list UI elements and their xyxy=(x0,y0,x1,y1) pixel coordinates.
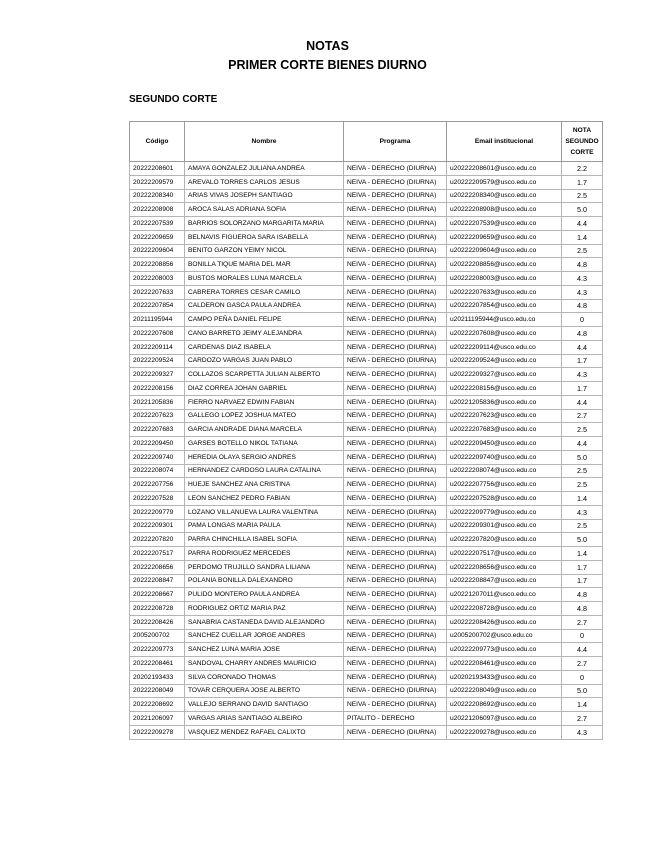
header-codigo: Código xyxy=(130,122,185,162)
table-row xyxy=(130,368,603,382)
cell-email: u20222209114@usco.edu.co xyxy=(447,340,562,354)
cell-codigo: 20222209114 xyxy=(130,340,185,354)
table-row xyxy=(130,409,603,423)
cell-email: u20222209327@usco.edu.co xyxy=(447,368,562,382)
cell-nota: 1.7 xyxy=(562,560,603,574)
cell-nota: 2.5 xyxy=(562,189,603,203)
cell-nombre: TOVAR CERQUERA JOSE ALBERTO xyxy=(185,684,344,698)
table-row xyxy=(130,423,603,437)
cell-email: u20222209278@usco.edu.co xyxy=(447,725,562,739)
table-row xyxy=(130,327,603,341)
cell-nota: 1.4 xyxy=(562,547,603,561)
cell-nota: 4.4 xyxy=(562,395,603,409)
table-row xyxy=(130,492,603,506)
cell-nota: 1.7 xyxy=(562,354,603,368)
cell-programa: NEIVA - DERECHO (DIURNA) xyxy=(344,492,447,506)
cell-codigo: 20222209773 xyxy=(130,643,185,657)
cell-email: u2005200702@usco.edu.co xyxy=(447,629,562,643)
cell-nota: 1.4 xyxy=(562,492,603,506)
cell-codigo: 20211195944 xyxy=(130,313,185,327)
cell-email: u20222209604@usco.edu.co xyxy=(447,244,562,258)
cell-email: u20222208340@usco.edu.co xyxy=(447,189,562,203)
cell-nota: 2.5 xyxy=(562,478,603,492)
cell-nota: 2.7 xyxy=(562,712,603,726)
cell-codigo: 20222207539 xyxy=(130,217,185,231)
table-row xyxy=(130,175,603,189)
cell-programa: NEIVA - DERECHO (DIURNA) xyxy=(344,382,447,396)
table-row xyxy=(130,313,603,327)
cell-email: u20222208074@usco.edu.co xyxy=(447,464,562,478)
table-row xyxy=(130,203,603,217)
cell-email: u20222207633@usco.edu.co xyxy=(447,285,562,299)
table-row xyxy=(130,395,603,409)
cell-programa: NEIVA - DERECHO (DIURNA) xyxy=(344,230,447,244)
table-row xyxy=(130,464,603,478)
table-row xyxy=(130,547,603,561)
cell-email: u20222208847@usco.edu.co xyxy=(447,574,562,588)
header-programa: Programa xyxy=(344,122,447,162)
cell-programa: NEIVA - DERECHO (DIURNA) xyxy=(344,725,447,739)
table-row xyxy=(130,560,603,574)
cell-programa: NEIVA - DERECHO (DIURNA) xyxy=(344,478,447,492)
cell-nota: 2.2 xyxy=(562,162,603,176)
section-heading: SEGUNDO CORTE xyxy=(129,94,218,105)
cell-nota: 0 xyxy=(562,313,603,327)
table-header-row xyxy=(130,122,603,162)
cell-email: u20222209301@usco.edu.co xyxy=(447,519,562,533)
cell-codigo: 20222208856 xyxy=(130,258,185,272)
header-nombre: Nombre xyxy=(185,122,344,162)
table-row xyxy=(130,450,603,464)
cell-nombre: AROCA SALAS ADRIANA SOFIA xyxy=(185,203,344,217)
cell-nombre: VASQUEZ MENDEZ RAFAEL CALIXTO xyxy=(185,725,344,739)
table-row xyxy=(130,643,603,657)
cell-nota: 1.4 xyxy=(562,698,603,712)
table-row xyxy=(130,629,603,643)
table-row xyxy=(130,684,603,698)
cell-nombre: BUSTOS MORALES LUNA MARCELA xyxy=(185,272,344,286)
cell-programa: NEIVA - DERECHO (DIURNA) xyxy=(344,560,447,574)
cell-nota: 1.7 xyxy=(562,574,603,588)
cell-email: u20222207820@usco.edu.co xyxy=(447,533,562,547)
table-row xyxy=(130,272,603,286)
cell-programa: NEIVA - DERECHO (DIURNA) xyxy=(344,285,447,299)
cell-email: u20222208728@usco.edu.co xyxy=(447,602,562,616)
cell-nombre: ARIAS VIVAS JOSEPH SANTIAGO xyxy=(185,189,344,203)
cell-nombre: HERNANDEZ CARDOSO LAURA CATALINA xyxy=(185,464,344,478)
cell-nota: 5.0 xyxy=(562,203,603,217)
cell-programa: NEIVA - DERECHO (DIURNA) xyxy=(344,684,447,698)
cell-nombre: GARCIA ANDRADE DIANA MARCELA xyxy=(185,423,344,437)
cell-nombre: HUEJE SANCHEZ ANA CRISTINA xyxy=(185,478,344,492)
cell-codigo: 20222208003 xyxy=(130,272,185,286)
cell-codigo: 20222207517 xyxy=(130,547,185,561)
table-row xyxy=(130,437,603,451)
cell-nota: 4.3 xyxy=(562,368,603,382)
cell-email: u20222207528@usco.edu.co xyxy=(447,492,562,506)
cell-nombre: FIERRO NARVAEZ EDWIN FABIAN xyxy=(185,395,344,409)
cell-nombre: PARRA CHINCHILLA ISABEL SOFIA xyxy=(185,533,344,547)
cell-programa: NEIVA - DERECHO (DIURNA) xyxy=(344,162,447,176)
cell-email: u20222207539@usco.edu.co xyxy=(447,217,562,231)
cell-nota: 4.8 xyxy=(562,327,603,341)
cell-programa: NEIVA - DERECHO (DIURNA) xyxy=(344,574,447,588)
cell-email: u20221205836@usco.edu.co xyxy=(447,395,562,409)
cell-codigo: 20222207854 xyxy=(130,299,185,313)
cell-programa: NEIVA - DERECHO (DIURNA) xyxy=(344,244,447,258)
cell-programa: NEIVA - DERECHO (DIURNA) xyxy=(344,272,447,286)
cell-programa: NEIVA - DERECHO (DIURNA) xyxy=(344,505,447,519)
cell-nota: 4.4 xyxy=(562,340,603,354)
cell-codigo: 20222208074 xyxy=(130,464,185,478)
table-row xyxy=(130,382,603,396)
cell-programa: NEIVA - DERECHO (DIURNA) xyxy=(344,354,447,368)
cell-email: u20222209579@usco.edu.co xyxy=(447,175,562,189)
cell-nombre: LOZANO VILLANUEVA LAURA VALENTINA xyxy=(185,505,344,519)
cell-nota: 1.4 xyxy=(562,230,603,244)
cell-codigo: 20222209524 xyxy=(130,354,185,368)
cell-email: u20222209659@usco.edu.co xyxy=(447,230,562,244)
table-row xyxy=(130,588,603,602)
cell-nombre: DIAZ CORREA JOHAN GABRIEL xyxy=(185,382,344,396)
cell-nombre: SANDOVAL CHARRY ANDRES MAURICIO xyxy=(185,657,344,671)
cell-nota: 4.3 xyxy=(562,505,603,519)
cell-programa: NEIVA - DERECHO (DIURNA) xyxy=(344,368,447,382)
table-row xyxy=(130,189,603,203)
cell-codigo: 20222208667 xyxy=(130,588,185,602)
table-row xyxy=(130,519,603,533)
cell-email: u20222207756@usco.edu.co xyxy=(447,478,562,492)
cell-nota: 5.0 xyxy=(562,684,603,698)
cell-codigo: 20222208908 xyxy=(130,203,185,217)
cell-codigo: 20222209301 xyxy=(130,519,185,533)
cell-email: u20222208656@usco.edu.co xyxy=(447,560,562,574)
cell-codigo: 20222209450 xyxy=(130,437,185,451)
cell-nombre: VALLEJO SERRANO DAVID SANTIAGO xyxy=(185,698,344,712)
table-row xyxy=(130,258,603,272)
cell-nombre: PARRA RODRIGUEZ MERCEDES xyxy=(185,547,344,561)
cell-programa: NEIVA - DERECHO (DIURNA) xyxy=(344,395,447,409)
cell-nombre: LEON SANCHEZ PEDRO FABIAN xyxy=(185,492,344,506)
cell-codigo: 20222209779 xyxy=(130,505,185,519)
cell-codigo: 20222208847 xyxy=(130,574,185,588)
cell-nota: 2.5 xyxy=(562,519,603,533)
cell-nombre: SANCHEZ LUNA MARIA JOSE xyxy=(185,643,344,657)
cell-programa: NEIVA - DERECHO (DIURNA) xyxy=(344,629,447,643)
cell-nota: 1.7 xyxy=(562,382,603,396)
cell-nombre: POLANIA BONILLA DALEXANDRO xyxy=(185,574,344,588)
cell-email: u20221206097@usco.edu.co xyxy=(447,712,562,726)
table-row xyxy=(130,712,603,726)
table-row xyxy=(130,725,603,739)
cell-codigo: 20222207528 xyxy=(130,492,185,506)
cell-email: u20222208426@usco.edu.co xyxy=(447,615,562,629)
table-row xyxy=(130,505,603,519)
cell-nombre: CABRERA TORRES CESAR CAMILO xyxy=(185,285,344,299)
cell-email: u20221207011@usco.edu.co xyxy=(447,588,562,602)
cell-email: u20222207854@usco.edu.co xyxy=(447,299,562,313)
table-row xyxy=(130,670,603,684)
cell-codigo: 20222209278 xyxy=(130,725,185,739)
cell-email: u20222209779@usco.edu.co xyxy=(447,505,562,519)
cell-nombre: CARDENAS DIAZ ISABELA xyxy=(185,340,344,354)
cell-nombre: AMAYA GONZALEZ JULIANA ANDREA xyxy=(185,162,344,176)
cell-nota: 2.5 xyxy=(562,244,603,258)
cell-nota: 2.7 xyxy=(562,409,603,423)
table-row xyxy=(130,533,603,547)
cell-programa: NEIVA - DERECHO (DIURNA) xyxy=(344,450,447,464)
cell-email: u20222207683@usco.edu.co xyxy=(447,423,562,437)
cell-programa: NEIVA - DERECHO (DIURNA) xyxy=(344,615,447,629)
cell-codigo: 2005200702 xyxy=(130,629,185,643)
cell-email: u20222209740@usco.edu.co xyxy=(447,450,562,464)
cell-nota: 2.5 xyxy=(562,464,603,478)
cell-email: u20222208908@usco.edu.co xyxy=(447,203,562,217)
cell-nota: 4.8 xyxy=(562,299,603,313)
cell-nombre: HEREDIA OLAYA SERGIO ANDRES xyxy=(185,450,344,464)
cell-codigo: 20222207756 xyxy=(130,478,185,492)
cell-nota: 4.8 xyxy=(562,602,603,616)
cell-programa: NEIVA - DERECHO (DIURNA) xyxy=(344,547,447,561)
table-row xyxy=(130,698,603,712)
cell-nombre: BONILLA TIQUE MARIA DEL MAR xyxy=(185,258,344,272)
cell-nombre: SANABRIA CASTANEDA DAVID ALEJANDRO xyxy=(185,615,344,629)
cell-nota: 4.3 xyxy=(562,725,603,739)
cell-codigo: 20222208426 xyxy=(130,615,185,629)
table-row xyxy=(130,615,603,629)
cell-programa: NEIVA - DERECHO (DIURNA) xyxy=(344,409,447,423)
table-row xyxy=(130,230,603,244)
cell-programa: NEIVA - DERECHO (DIURNA) xyxy=(344,175,447,189)
cell-nota: 4.8 xyxy=(562,258,603,272)
table-row xyxy=(130,340,603,354)
table-row xyxy=(130,285,603,299)
cell-programa: NEIVA - DERECHO (DIURNA) xyxy=(344,203,447,217)
table-row xyxy=(130,602,603,616)
cell-nombre: AREVALO TORRES CARLOS JESUS xyxy=(185,175,344,189)
cell-nombre: SILVA CORONADO THOMAS xyxy=(185,670,344,684)
cell-nombre: CANO BARRETO JEIMY ALEJANDRA xyxy=(185,327,344,341)
cell-email: u20222207608@usco.edu.co xyxy=(447,327,562,341)
cell-nota: 4.4 xyxy=(562,217,603,231)
cell-email: u20222208049@usco.edu.co xyxy=(447,684,562,698)
cell-email: u20222208461@usco.edu.co xyxy=(447,657,562,671)
cell-nombre: BENITO GARZON YEIMY NICOL xyxy=(185,244,344,258)
cell-codigo: 20222207633 xyxy=(130,285,185,299)
cell-nota: 2.7 xyxy=(562,615,603,629)
cell-codigo: 20222207623 xyxy=(130,409,185,423)
cell-nombre: SANCHEZ CUELLAR JORGE ANDRES xyxy=(185,629,344,643)
cell-codigo: 20222208692 xyxy=(130,698,185,712)
cell-programa: NEIVA - DERECHO (DIURNA) xyxy=(344,423,447,437)
cell-codigo: 20222208728 xyxy=(130,602,185,616)
cell-codigo: 20222209604 xyxy=(130,244,185,258)
table-row xyxy=(130,354,603,368)
table-row xyxy=(130,574,603,588)
cell-nota: 4.4 xyxy=(562,643,603,657)
cell-nota: 4.3 xyxy=(562,285,603,299)
cell-email: u20222208601@usco.edu.co xyxy=(447,162,562,176)
cell-programa: NEIVA - DERECHO (DIURNA) xyxy=(344,313,447,327)
cell-programa: NEIVA - DERECHO (DIURNA) xyxy=(344,519,447,533)
cell-nota: 2.5 xyxy=(562,423,603,437)
cell-nombre: BARRIOS SOLORZANO MARGARITA MARIA xyxy=(185,217,344,231)
cell-email: u20202193433@usco.edu.co xyxy=(447,670,562,684)
cell-email: u20211195944@usco.edu.co xyxy=(447,313,562,327)
cell-codigo: 20222209659 xyxy=(130,230,185,244)
cell-codigo: 20221205836 xyxy=(130,395,185,409)
cell-nombre: GARSES BOTELLO NIKOL TATIANA xyxy=(185,437,344,451)
cell-programa: PITALITO - DERECHO xyxy=(344,712,447,726)
cell-codigo: 20222207683 xyxy=(130,423,185,437)
cell-nota: 4.3 xyxy=(562,272,603,286)
cell-programa: NEIVA - DERECHO (DIURNA) xyxy=(344,437,447,451)
cell-codigo: 20222208340 xyxy=(130,189,185,203)
cell-programa: NEIVA - DERECHO (DIURNA) xyxy=(344,643,447,657)
cell-email: u20222208856@usco.edu.co xyxy=(447,258,562,272)
cell-nombre: PAMA LONGAS MARIA PAULA xyxy=(185,519,344,533)
cell-programa: NEIVA - DERECHO (DIURNA) xyxy=(344,327,447,341)
cell-programa: NEIVA - DERECHO (DIURNA) xyxy=(344,189,447,203)
cell-nombre: CALDERON GASCA PAULA ANDREA xyxy=(185,299,344,313)
cell-nota: 0 xyxy=(562,629,603,643)
cell-programa: NEIVA - DERECHO (DIURNA) xyxy=(344,464,447,478)
cell-nombre: GALLEGO LOPEZ JOSHUA MATEO xyxy=(185,409,344,423)
cell-nota: 5.0 xyxy=(562,533,603,547)
cell-nota: 1.7 xyxy=(562,175,603,189)
cell-nombre: CARDOZO VARGAS JUAN PABLO xyxy=(185,354,344,368)
cell-codigo: 20222209579 xyxy=(130,175,185,189)
cell-nota: 4.8 xyxy=(562,588,603,602)
cell-codigo: 20222209327 xyxy=(130,368,185,382)
cell-nota: 5.0 xyxy=(562,450,603,464)
cell-email: u20222208692@usco.edu.co xyxy=(447,698,562,712)
cell-nombre: RODRIGUEZ ORTIZ MARIA PAZ xyxy=(185,602,344,616)
cell-email: u20222207517@usco.edu.co xyxy=(447,547,562,561)
cell-nombre: PERDOMO TRUJILLO SANDRA LILIANA xyxy=(185,560,344,574)
cell-email: u20222208156@usco.edu.co xyxy=(447,382,562,396)
cell-programa: NEIVA - DERECHO (DIURNA) xyxy=(344,340,447,354)
cell-nota: 0 xyxy=(562,670,603,684)
cell-programa: NEIVA - DERECHO (DIURNA) xyxy=(344,258,447,272)
cell-nombre: PULIDO MONTERO PAULA ANDREA xyxy=(185,588,344,602)
cell-codigo: 20202193433 xyxy=(130,670,185,684)
cell-email: u20222209524@usco.edu.co xyxy=(447,354,562,368)
cell-codigo: 20222208156 xyxy=(130,382,185,396)
cell-codigo: 20222209740 xyxy=(130,450,185,464)
cell-programa: NEIVA - DERECHO (DIURNA) xyxy=(344,299,447,313)
table-row xyxy=(130,162,603,176)
cell-nombre: CAMPO PEÑA DANIEL FELIPE xyxy=(185,313,344,327)
cell-codigo: 20222208461 xyxy=(130,657,185,671)
page-title: NOTAS xyxy=(306,39,349,53)
table-row xyxy=(130,244,603,258)
header-email: Email institucional xyxy=(447,122,562,162)
cell-nombre: BELNAVIS FIGUEROA SARA ISABELLA xyxy=(185,230,344,244)
table-row xyxy=(130,657,603,671)
cell-programa: NEIVA - DERECHO (DIURNA) xyxy=(344,533,447,547)
cell-email: u20222209773@usco.edu.co xyxy=(447,643,562,657)
grades-table xyxy=(129,121,603,740)
cell-codigo: 20222207820 xyxy=(130,533,185,547)
cell-email: u20222209450@usco.edu.co xyxy=(447,437,562,451)
page-subtitle: PRIMER CORTE BIENES DIURNO xyxy=(228,58,427,72)
cell-codigo: 20221206097 xyxy=(130,712,185,726)
cell-codigo: 20222208656 xyxy=(130,560,185,574)
cell-nota: 4.4 xyxy=(562,437,603,451)
cell-nota: 2.7 xyxy=(562,657,603,671)
table-row xyxy=(130,299,603,313)
cell-email: u20222207623@usco.edu.co xyxy=(447,409,562,423)
table-row xyxy=(130,478,603,492)
cell-programa: NEIVA - DERECHO (DIURNA) xyxy=(344,602,447,616)
header-nota: NOTA SEGUNDO CORTE xyxy=(562,122,603,162)
cell-programa: NEIVA - DERECHO (DIURNA) xyxy=(344,217,447,231)
table-row xyxy=(130,217,603,231)
cell-codigo: 20222208601 xyxy=(130,162,185,176)
cell-codigo: 20222207608 xyxy=(130,327,185,341)
cell-programa: NEIVA - DERECHO (DIURNA) xyxy=(344,670,447,684)
cell-codigo: 20222208049 xyxy=(130,684,185,698)
cell-programa: NEIVA - DERECHO (DIURNA) xyxy=(344,698,447,712)
cell-nombre: COLLAZOS SCARPETTA JULIAN ALBERTO xyxy=(185,368,344,382)
cell-programa: NEIVA - DERECHO (DIURNA) xyxy=(344,588,447,602)
cell-nombre: VARGAS ARIAS SANTIAGO ALBEIRO xyxy=(185,712,344,726)
cell-programa: NEIVA - DERECHO (DIURNA) xyxy=(344,657,447,671)
cell-email: u20222208003@usco.edu.co xyxy=(447,272,562,286)
